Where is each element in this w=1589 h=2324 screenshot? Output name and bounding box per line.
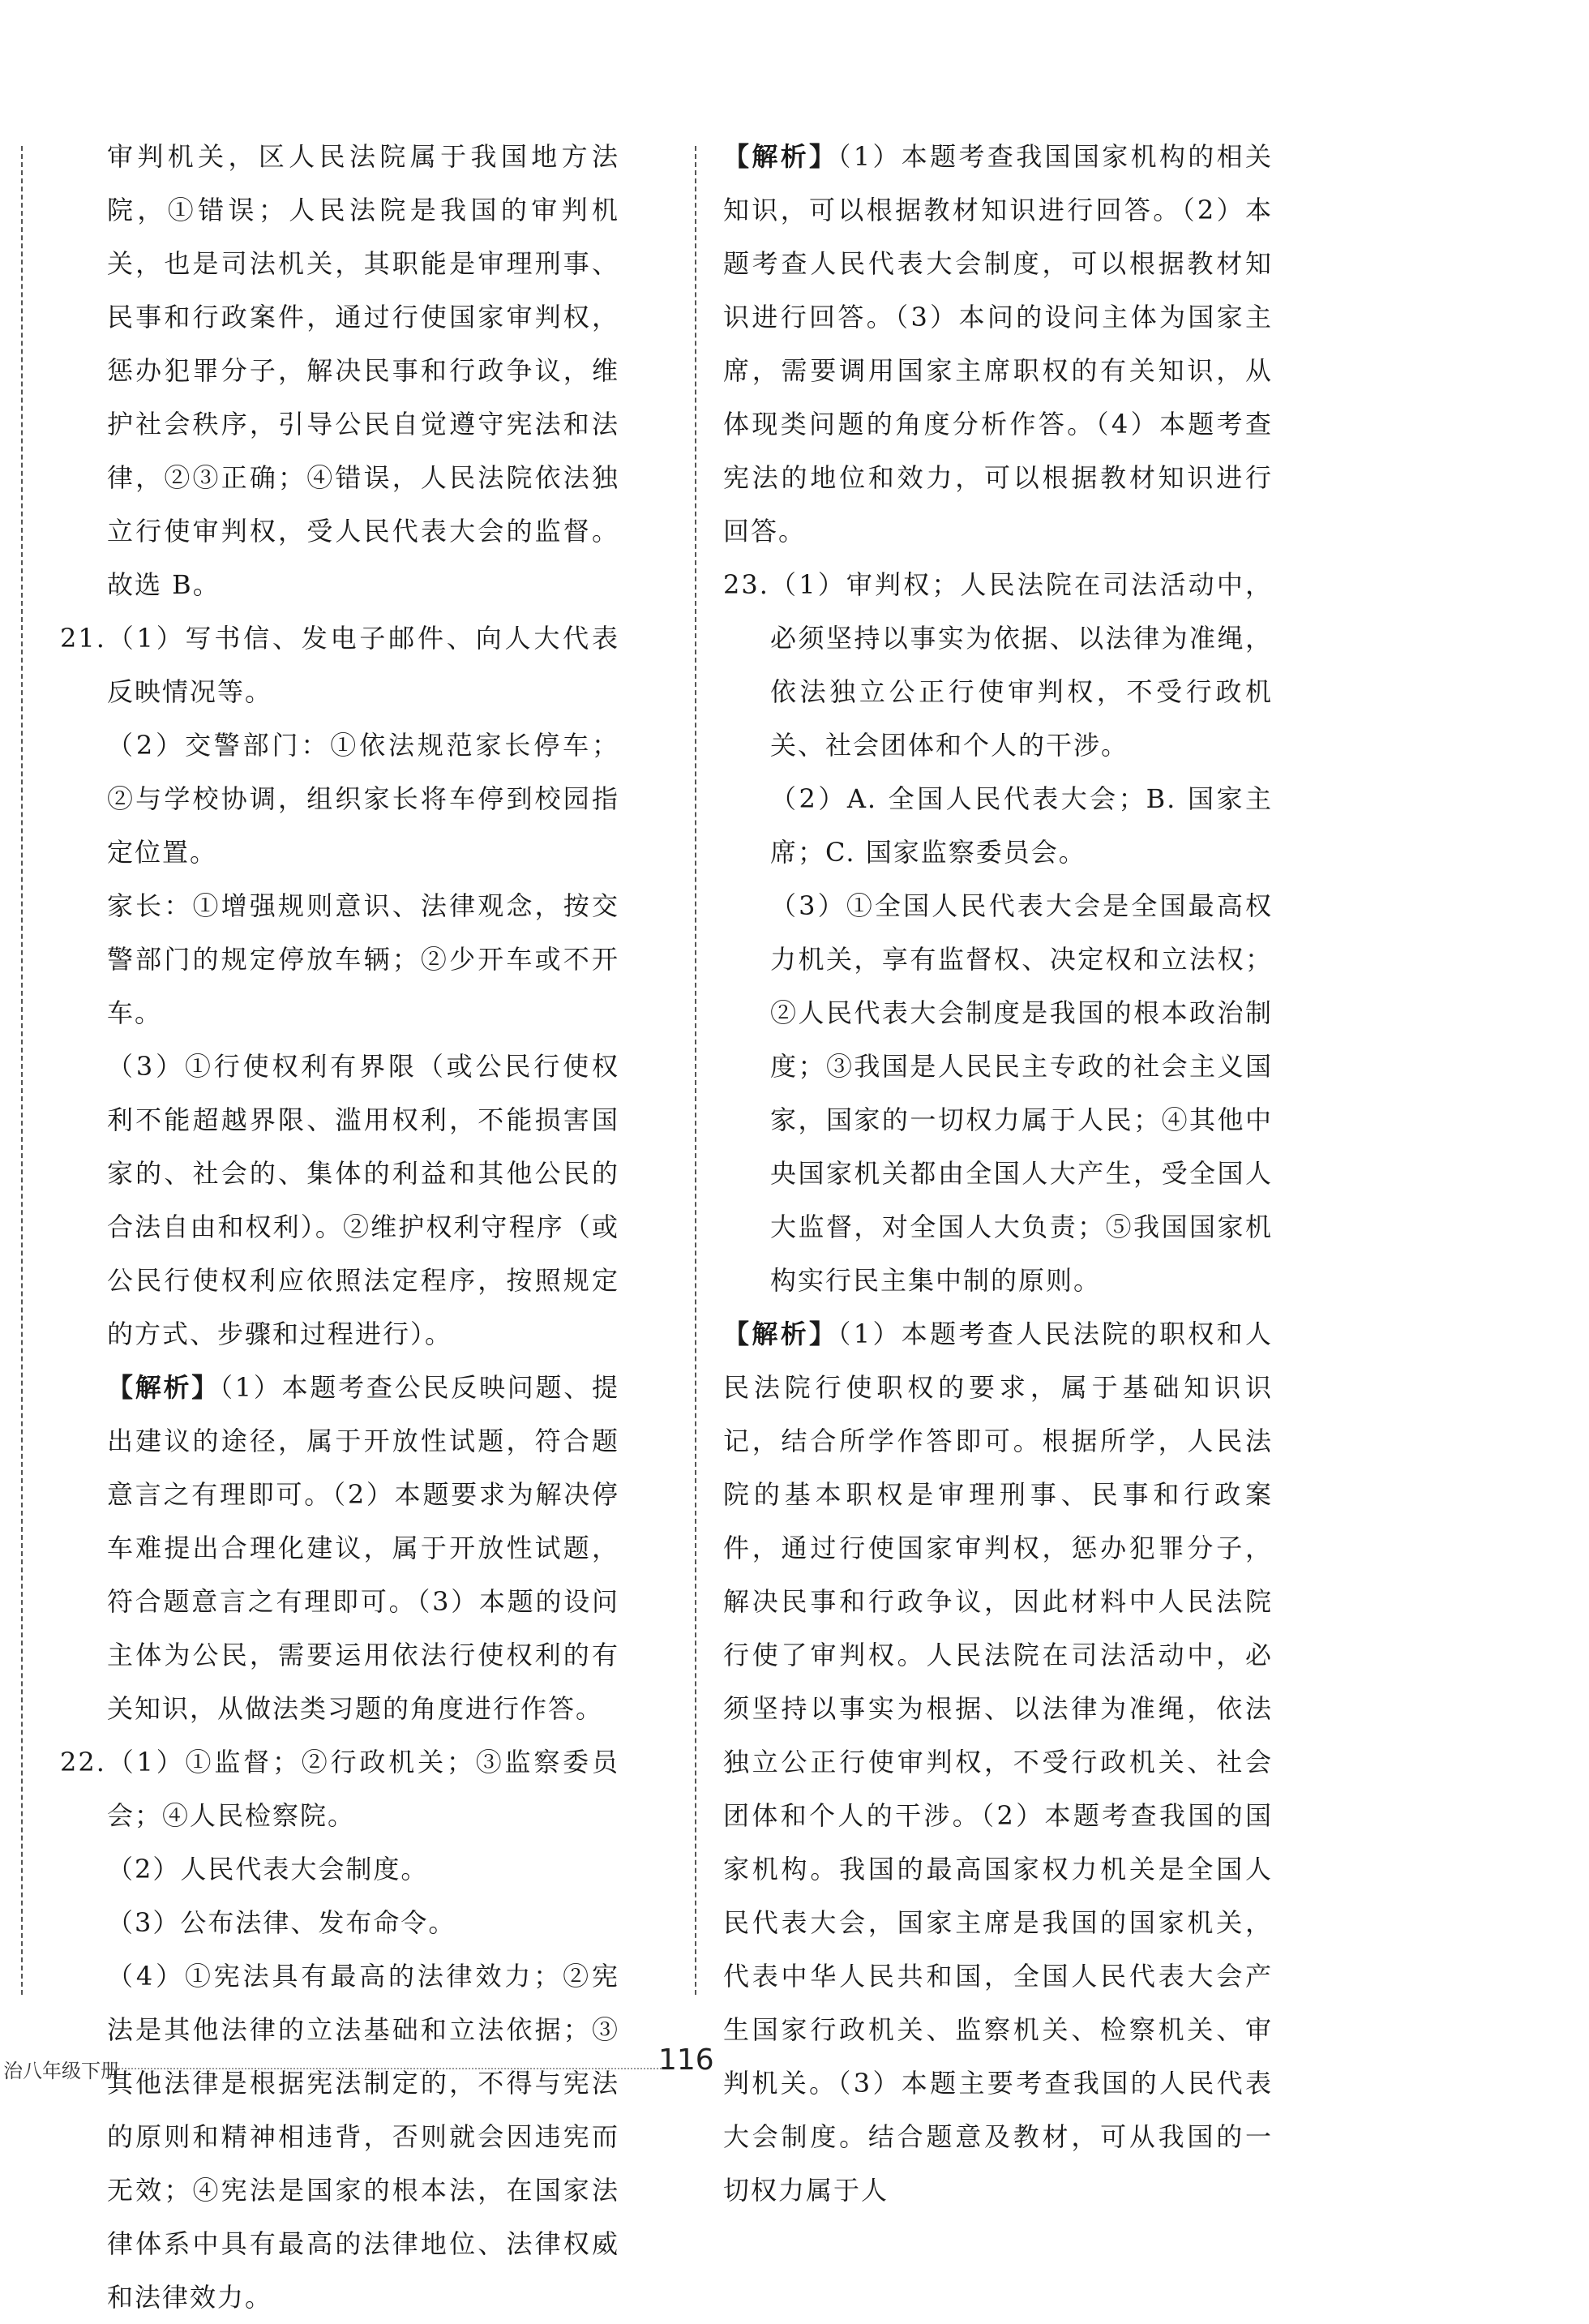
footer-book-label: 治八年级下册	[3, 2060, 120, 2082]
analysis-tag: 【解析】	[723, 1319, 838, 1349]
answer-21-part-3: （3）①行使权利有界限（或公民行使权利不能超越界限、滥用权利，不能损害国家的、社会的、集体的利益和其他公民的合法自由和权利）。②维护权利守程序（或公民行使权利应依照法定程序，按照规定的方式、步骤和过程进行）。	[107, 1051, 619, 1349]
analysis-text: （1）本题考查公民反映问题、提出建议的途径，属于开放性试题，符合题意言之有理即可。（2）本题要求为解决停车难提出合理化建议，属于开放性试题，符合题意言之有理即可。（3）本题的设问主体为公民，需要运用依法行使权利的有关知识，从做法类习题的角度进行作答。	[107, 1372, 619, 1724]
footer-dotted-rule	[105, 2068, 665, 2069]
analysis-22	[723, 130, 1273, 558]
left-column	[60, 130, 619, 2324]
answer-21-part-1: 21.（1）写书信、发电子邮件、向人大代表反映情况等。	[60, 623, 619, 707]
answer-21-part-2: （2）交警部门：①依法规范家长停车；②与学校协调，组织家长将车停到校园指定位置。	[107, 730, 619, 868]
answer-22-part-2: （2）人民代表大会制度。	[107, 1854, 429, 1884]
page-number: 116	[658, 2043, 714, 2077]
analysis-23	[723, 1307, 1273, 2217]
answer-23-part-2: （2）A. 全国人民代表大会；B. 国家主席；C. 国家监察委员会。	[770, 783, 1273, 868]
right-column	[723, 130, 1273, 2217]
analysis-text: （1）本题考查人民法院的职权和人民法院行使职权的要求，属于基础知识识记，结合所学作答即可。根据所学，人民法院的基本职权是审理刑事、民事和行政案件，通过行使国家审判权，惩办犯罪分子，解决民事和行政争议，因此材料中人民法院行使了审判权。人民法院在司法活动中，必须坚持以事实为根据、以法律为准绳，依法独立公正行使审判权，不受行政机关、社会团体和个人的干涉。（2）本题考查我国的国家机构。我国的最高国家权力机关是全国人民代表大会，国家主席是我国的国家机关，代表中华人民共和国，全国人民代表大会产生国家行政机关、监察机关、检察机关、审判机关。（3）本题主要考查我国的人民代表大会制度。结合题意及教材，可从我国的一切权力属于人	[723, 1319, 1273, 2206]
analysis-21	[60, 1361, 619, 1735]
paragraph: 审判机关，区人民法院属于我国地方法院，①错误；人民法院是我国的审判机关，也是司法机关，其职能是审理刑事、民事和行政案件，通过行使国家审判权，惩办犯罪分子，解决民事和行政争议，维护社会秩序，引导公民自觉遵守宪法和法律，②③正确；④错误，人民法院依法独立行使审判权，受人民代表大会的监督。故选 B。	[107, 141, 619, 600]
binding-line-left	[21, 146, 23, 1995]
answer-23-part-1: 23.（1）审判权；人民法院在司法活动中，必须坚持以事实为依据、以法律为准绳，依法独立公正行使审判权，不受行政机关、社会团体和个人的干涉。	[723, 569, 1273, 761]
answer-23-part-3: （3）①全国人民代表大会是全国最高权力机关，享有监督权、决定权和立法权；②人民代表大会制度是我国的根本政治制度；③我国是人民民主专政的社会主义国家，国家的一切权力属于人民；④其他中央国家机关都由全国人大产生，受全国人大监督，对全国人大负责；⑤我国国家机构实行民主集中制的原则。	[770, 890, 1273, 1296]
analysis-tag: 【解析】	[107, 1372, 221, 1403]
analysis-tag: 【解析】	[723, 141, 838, 172]
analysis-text: （1）本题考查我国国家机构的相关知识，可以根据教材知识进行回答。（2）本题考查人民代表大会制度，可以根据教材知识进行回答。（3）本问的设问主体为国家主席，需要调用国家主席职权的有关知识，从体现类问题的角度分析作答。（4）本题考查宪法的地位和效力，可以根据教材知识进行回答。	[723, 141, 1273, 547]
answer-22-part-1: 22.（1）①监督；②行政机关；③监察委员会；④人民检察院。	[60, 1747, 619, 1831]
column-divider	[695, 146, 696, 1995]
answer-22-part-4: （4）①宪法具有最高的法律效力；②宪法是其他法律的立法基础和立法依据；③其他法律是根据宪法制定的，不得与宪法的原则和精神相违背，否则就会因违宪而无效；④宪法是国家的根本法，在国家法律体系中具有最高的法律地位、法律权威和法律效力。	[107, 1961, 619, 2313]
answer-21-parents: 家长：①增强规则意识、法律观念，按交警部门的规定停放车辆；②少开车或不开车。	[107, 890, 619, 1028]
answer-22-part-3: （3）公布法律、发布命令。	[107, 1907, 456, 1938]
